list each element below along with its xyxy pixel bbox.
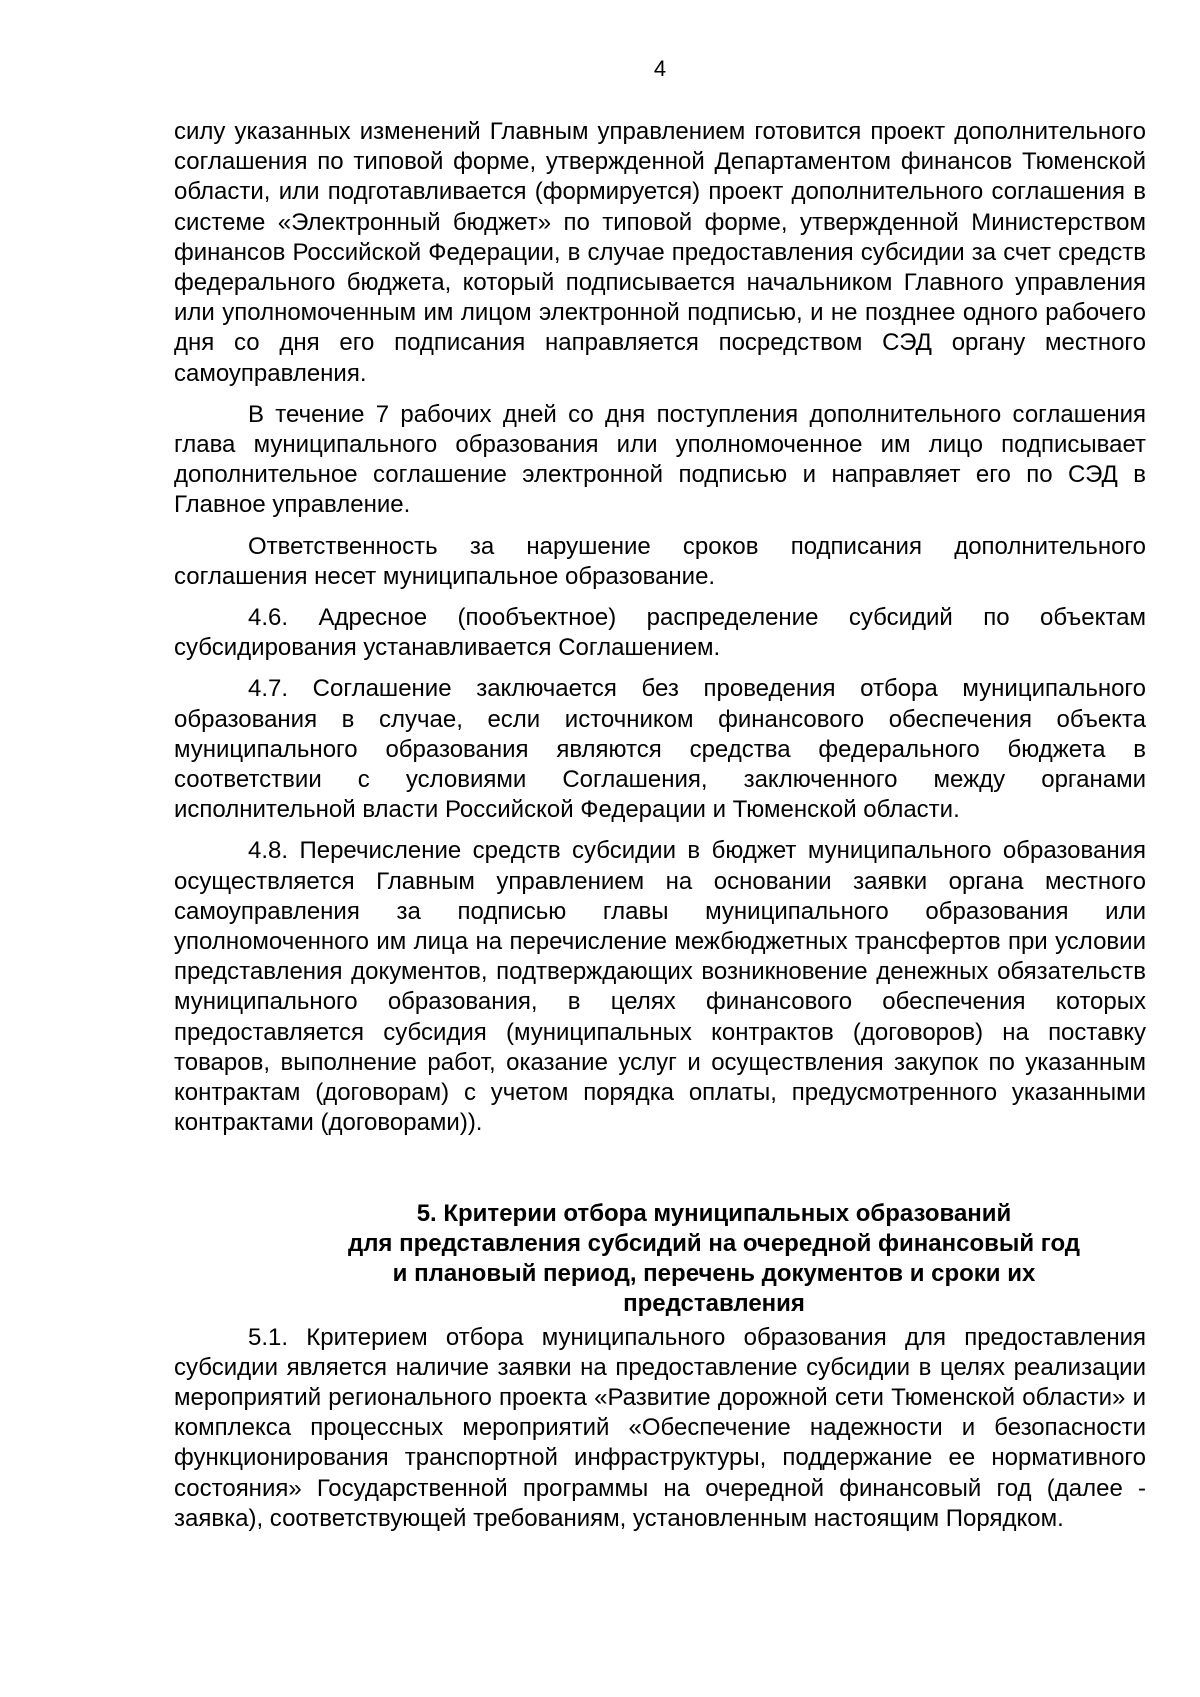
document-body (174, 117, 1146, 1545)
section-spacer (174, 1150, 1146, 1199)
section-heading-line: и плановый период, перечень документов и сроки их (392, 1259, 1036, 1287)
section-heading-line: представления (623, 1289, 805, 1317)
paragraph: 4.6. Адресное (пообъектное) распределение субсидий по объектам субсидирования устанавливается Соглашением. (174, 604, 1146, 662)
paragraph: 4.8. Перечисление средств субсидии в бюджет муниципального образования осуществляется Главным управлением на основании заявки органа местного самоуправления за подписью главы муниципального образования или уполномоченного им лица на перечисление межбюджетных трансфертов при условии представления документов, подтверждающих возникновение денежных обязательств муниципального образования, в целях финансового обеспечения которых предоставляется субсидия (муниципальных контрактов (договоров) на поставку товаров, выполнение работ, оказание услуг и осуществления закупок по указанным контрактам (договорам) с учетом порядка оплаты, предусмотренного указанными контрактами (договорами)). (174, 837, 1146, 1137)
section-heading-line: 5. Критерии отбора муниципальных образований (416, 1199, 1012, 1227)
paragraph: В течение 7 рабочих дней со дня поступления дополнительного соглашения глава муниципального образования или уполномоченное им лицо подписывает дополнительное соглашение электронной подписью и направляет его по СЭД в Главное управление. (174, 400, 1146, 519)
paragraph: силу указанных изменений Главным управлением готовится проект дополнительного соглашения по типовой форме, утвержденной Департаментом финансов Тюменской области, или подготавливается (формируется) проект дополнительного соглашения в системе «Электронный бюджет» по типовой форме, утвержденной Министерством финансов Российской Федерации, в случае предоставления субсидии за счет средств федерального бюджета, который подписывается начальником Главного управления или уполномоченным им лицом электронной подписью, и не позднее одного рабочего дня со дня его подписания направляется посредством СЭД органу местного самоуправления. (174, 118, 1146, 387)
paragraph: 4.7. Соглашение заключается без проведения отбора муниципального образования в случае, если источником финансового обеспечения объекта муниципального образования являются средства федерального бюджета в соответствии с условиями Соглашения, заключенного между органами исполнительной власти Российской Федерации и Тюменской области. (174, 675, 1146, 824)
section-heading-line: для представления субсидий на очередной финансовый год (347, 1229, 1081, 1257)
section-heading (174, 1199, 1146, 1319)
paragraph: Ответственность за нарушение сроков подписания дополнительного соглашения несет муниципальное образование. (174, 532, 1146, 590)
paragraph: 5.1. Критерием отбора муниципального образования для предоставления субсидии является наличие заявки на предоставление субсидии в целях реализации мероприятий регионального проекта «Развитие дорожной сети Тюменской области» и комплекса процессных мероприятий «Обеспечение надежности и безопасности функционирования транспортной инфраструктуры, поддержание ее нормативного состояния» Государственной программы на очередной финансовый год (далее - заявка), соответствующей требованиям, установленным настоящим Порядком. (174, 1323, 1146, 1532)
page-number: 4 (653, 56, 667, 81)
